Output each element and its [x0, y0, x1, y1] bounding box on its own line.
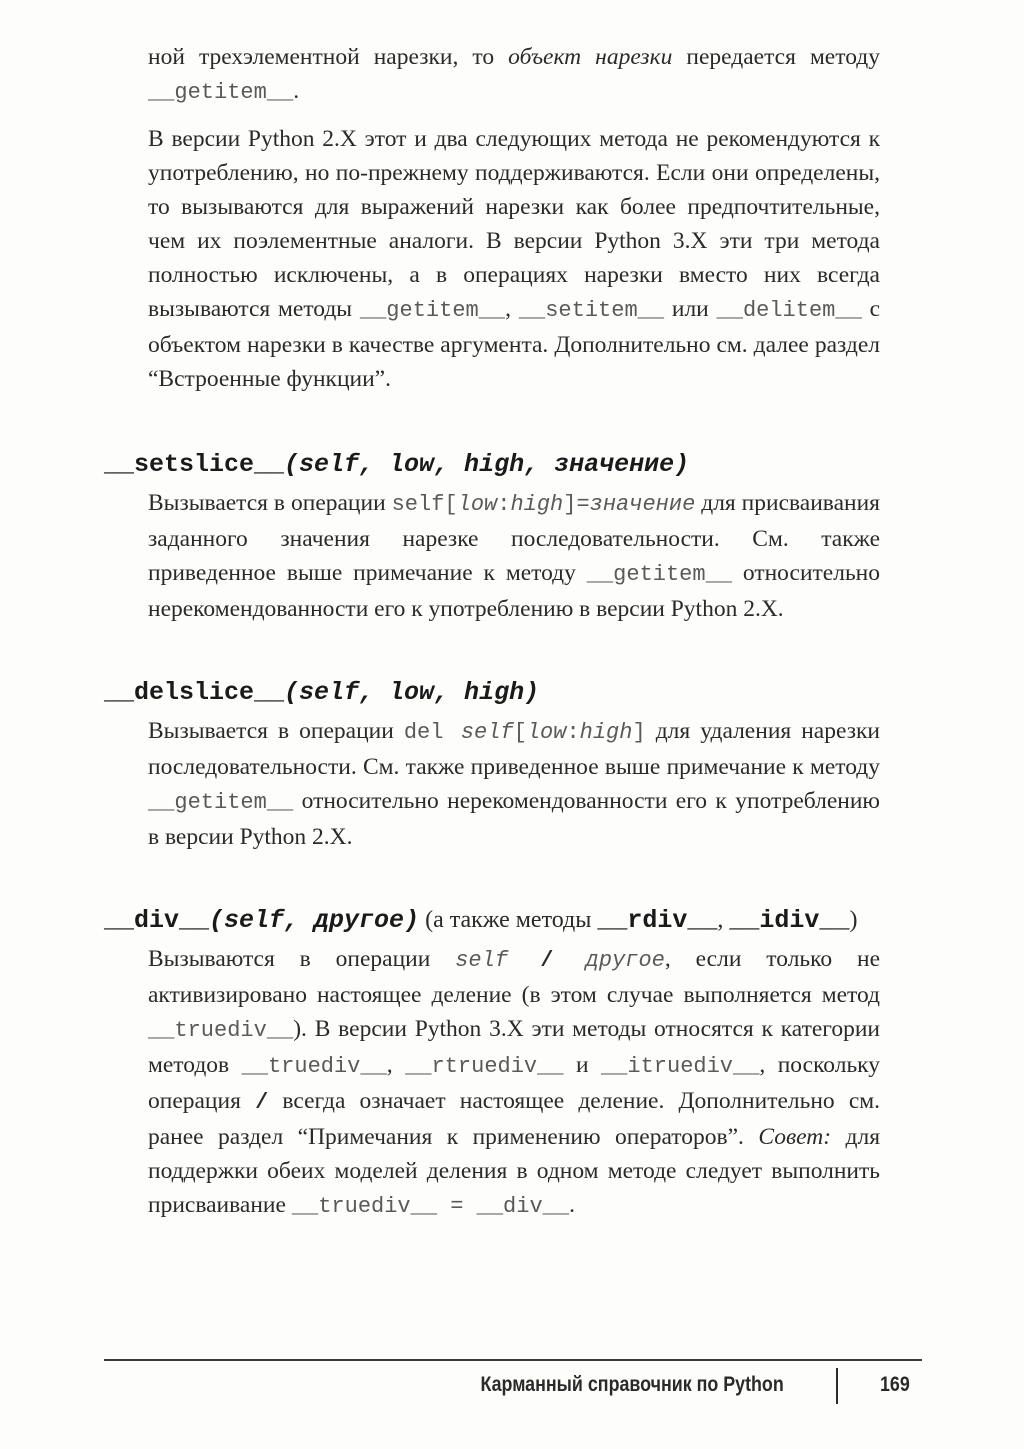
text-run: для удаления нарезки последовательности. См. также приведенное выше примечание к методу [148, 718, 880, 780]
code-getitem: __getitem__ [148, 790, 294, 815]
code-run: high [510, 492, 564, 517]
code-run: self[ [391, 492, 458, 517]
text-run: передается методу [672, 44, 880, 70]
page-number: 169 [880, 1373, 910, 1396]
code-run: low [526, 720, 567, 745]
method-name: __idiv__ [729, 906, 850, 935]
code-setitem: __setitem__ [518, 298, 665, 323]
method-args: (self, low, high, значение) [284, 450, 690, 479]
code-truediv: __truediv__ [148, 1018, 294, 1043]
paragraph-setslice [148, 486, 880, 626]
running-footer-title: Карманный справочник по Python [480, 1373, 784, 1396]
code-run: [ [513, 720, 527, 745]
code-run: : [566, 720, 580, 745]
text-run: , [505, 296, 519, 322]
text-run: ) [849, 907, 858, 933]
method-name: __rdiv__ [597, 906, 718, 935]
text-run: всегда означает настоящее деление. Дополнительно см. ранее раздел “Примечания к применению операторов”. [148, 1088, 880, 1150]
method-args: (self, другое) [209, 906, 420, 935]
italic-term: Совет: [758, 1124, 832, 1150]
code-run: low [457, 492, 498, 517]
method-args: (self, low, high) [284, 678, 540, 707]
text-run: с объектом нарезки в качестве аргумента. Дополнительно см. далее раздел “Встроенные функции”. [148, 296, 881, 392]
text-run: Вызывается в операции [148, 490, 392, 516]
paragraph-slice-object [148, 40, 880, 110]
code-truediv: __truediv__ [241, 1054, 387, 1079]
paragraph-python2-note [148, 122, 880, 396]
code-getitem: __getitem__ [359, 298, 506, 323]
text-run: или [664, 296, 717, 322]
text-run: , если только не активизировано настоящее деление (в этом случае выполняется метод [148, 946, 880, 1008]
paragraph-div [148, 942, 880, 1224]
heading-setslice [104, 448, 689, 481]
text-run: для поддержки обеих моделей деления в одном методе следует выполнить присваивание [148, 1124, 880, 1218]
heading-div [104, 904, 857, 937]
code-run: self [460, 720, 514, 745]
text-run: , поскольку операция [148, 1052, 881, 1114]
code-itruediv: __itruediv__ [600, 1054, 760, 1079]
paragraph-delslice [148, 714, 880, 854]
code-run: значение [589, 492, 696, 517]
text-run: , [717, 907, 730, 933]
text-run: , [386, 1052, 406, 1078]
code-run: ] [632, 720, 646, 745]
footer-separator [836, 1368, 838, 1404]
code-rtruediv: __rtruediv__ [405, 1054, 564, 1079]
code-run: del [403, 720, 461, 745]
method-name: __delslice__ [104, 678, 285, 707]
text-run: Вызывается в операции [148, 718, 404, 744]
code-run: : [497, 492, 511, 517]
text-run: для присваивания заданного значения нарезке последовательности. См. также приведенное выше примечание к методу [148, 490, 880, 586]
code-assignment: __truediv__ = __div__ [291, 1194, 570, 1219]
code-delitem: __delitem__ [716, 298, 862, 323]
code-getitem: __getitem__ [148, 80, 294, 105]
code-run: / [508, 948, 586, 973]
footer-rule [104, 1359, 922, 1361]
code-run: self [455, 948, 509, 973]
text-run: В версии Python 2.X этот и два следующих метода не рекомендуются к употреблению, но по-прежнему поддерживаются. Если они определены, то вызываются для выражений нарезки как более предпочтительные, чем их поэлементные аналоги. В версии Python 3.X эти три метода полностью исключены, а в операциях нарезки вместо них всегда вызываются методы [148, 126, 880, 322]
method-name: __setslice__ [104, 450, 285, 479]
code-run: ]= [563, 492, 590, 517]
text-run: Вызываются в операции [148, 946, 456, 972]
text-run: . [293, 78, 300, 104]
text-run: ). В версии Python 3.X эти методы относятся к категории методов [148, 1016, 880, 1078]
heading-delslice [104, 676, 539, 709]
code-slash: / [255, 1090, 269, 1115]
code-run: другое [585, 948, 665, 973]
text-run: . [569, 1192, 575, 1218]
italic-term: объект нарезки [508, 44, 673, 70]
text-run: относительно нерекомендованности его к употреблению в версии Python 2.X. [148, 560, 880, 622]
text-run: относительно нерекомендованности его к употреблению в версии Python 2.X. [148, 788, 880, 850]
text-run: ной трехэлементной нарезки, то [148, 44, 509, 70]
code-getitem: __getitem__ [586, 562, 732, 587]
text-run: и [563, 1052, 601, 1078]
method-name: __div__ [104, 906, 210, 935]
code-run: high [579, 720, 633, 745]
text-run: (а также методы [419, 907, 598, 933]
